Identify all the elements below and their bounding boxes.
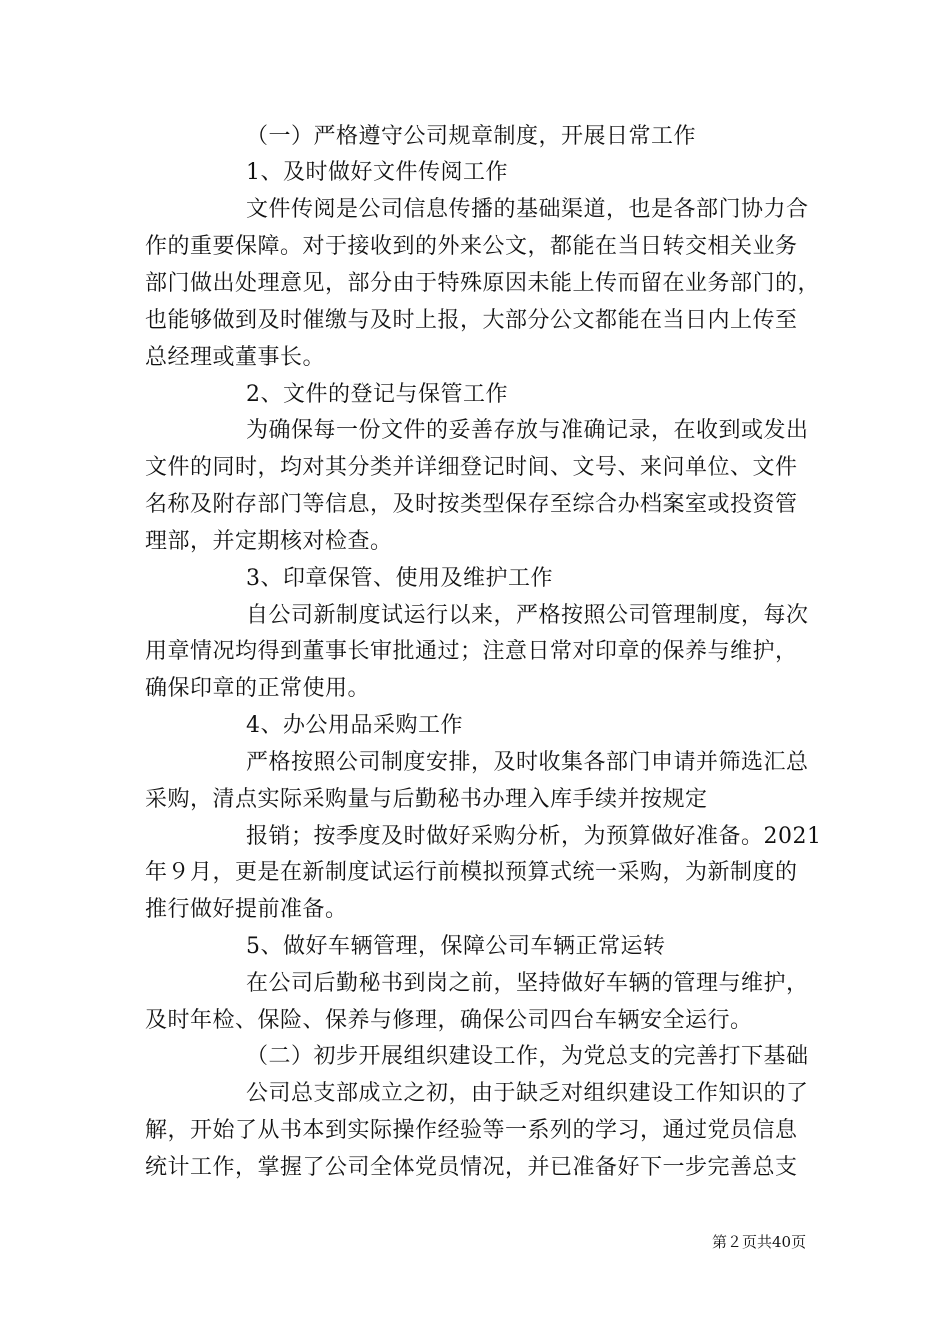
item-heading-1: 1、及时做好文件传阅工作	[246, 160, 508, 185]
paragraph-line: 理部，并定期核对检查。	[145, 529, 393, 554]
section-heading-1: （一）严格遵守公司规章制度，开展日常工作	[246, 124, 697, 149]
section-heading-2: （二）初步开展组织建设工作，为党总支的完善打下基础	[246, 1044, 809, 1069]
paragraph-line: 名称及附存部门等信息，及时按类型保存至综合办档案室或投资管	[145, 492, 798, 517]
page-footer	[712, 1232, 806, 1252]
paragraph-line: 自公司新制度试运行以来，严格按照公司管理制度，每次	[246, 603, 809, 628]
paragraph-line: 文件传阅是公司信息传播的基础渠道，也是各部门协力合	[246, 197, 809, 222]
paragraph-line: 在公司后勤秘书到岗之前，坚持做好车辆的管理与维护，	[246, 971, 809, 996]
item-heading-5: 5、做好车辆管理，保障公司车辆正常运转	[246, 934, 666, 959]
paragraph-line: 总经理或董事长。	[145, 345, 326, 370]
item-heading-4: 4、办公用品采购工作	[246, 713, 463, 738]
item-heading-3: 3、印章保管、使用及维护工作	[246, 566, 553, 591]
paragraph-line: 也能够做到及时催缴与及时上报，大部分公文都能在当日内上传至	[145, 308, 798, 333]
paragraph-line: 推行做好提前准备。	[145, 897, 348, 922]
paragraph-line: 及时年检、保险、保养与修理，确保公司四台车辆安全运行。	[145, 1008, 753, 1033]
paragraph-line: 解，开始了从书本到实际操作经验等一系列的学习，通过党员信息	[145, 1118, 798, 1143]
paragraph-line: 严格按照公司制度安排，及时收集各部门申请并筛选汇总	[246, 750, 809, 775]
paragraph-line: 确保印章的正常使用。	[145, 676, 371, 701]
paragraph-line: 报销；按季度及时做好采购分析，为预算做好准备。2021	[246, 824, 822, 849]
paragraph-line: 文件的同时，均对其分类并详细登记时间、文号、来问单位、文件	[145, 455, 798, 480]
paragraph-line: 用章情况均得到董事长审批通过；注意日常对印章的保养与维护，	[145, 639, 798, 664]
paragraph-line: 为确保每一份文件的妥善存放与准确记录，在收到或发出	[246, 418, 809, 443]
paragraph-line: 统计工作，掌握了公司全体党员情况，并已准备好下一步完善总支	[145, 1155, 798, 1180]
paragraph-line: 采购，清点实际采购量与后勤秘书办理入库手续并按规定	[145, 787, 708, 812]
paragraph-line: 公司总支部成立之初，由于缺乏对组织建设工作知识的了	[246, 1081, 809, 1106]
paragraph-line: 部门做出处理意见，部分由于特殊原因未能上传而留在业务部门的，	[145, 271, 821, 296]
item-heading-2: 2、文件的登记与保管工作	[246, 382, 508, 407]
paragraph-line: 作的重要保障。对于接收到的外来公文，都能在当日转交相关业务	[145, 234, 798, 259]
paragraph-line: 年９月，更是在新制度试运行前模拟预算式统一采购，为新制度的	[145, 860, 798, 885]
page-number: 第２页共40页	[712, 1233, 807, 1251]
